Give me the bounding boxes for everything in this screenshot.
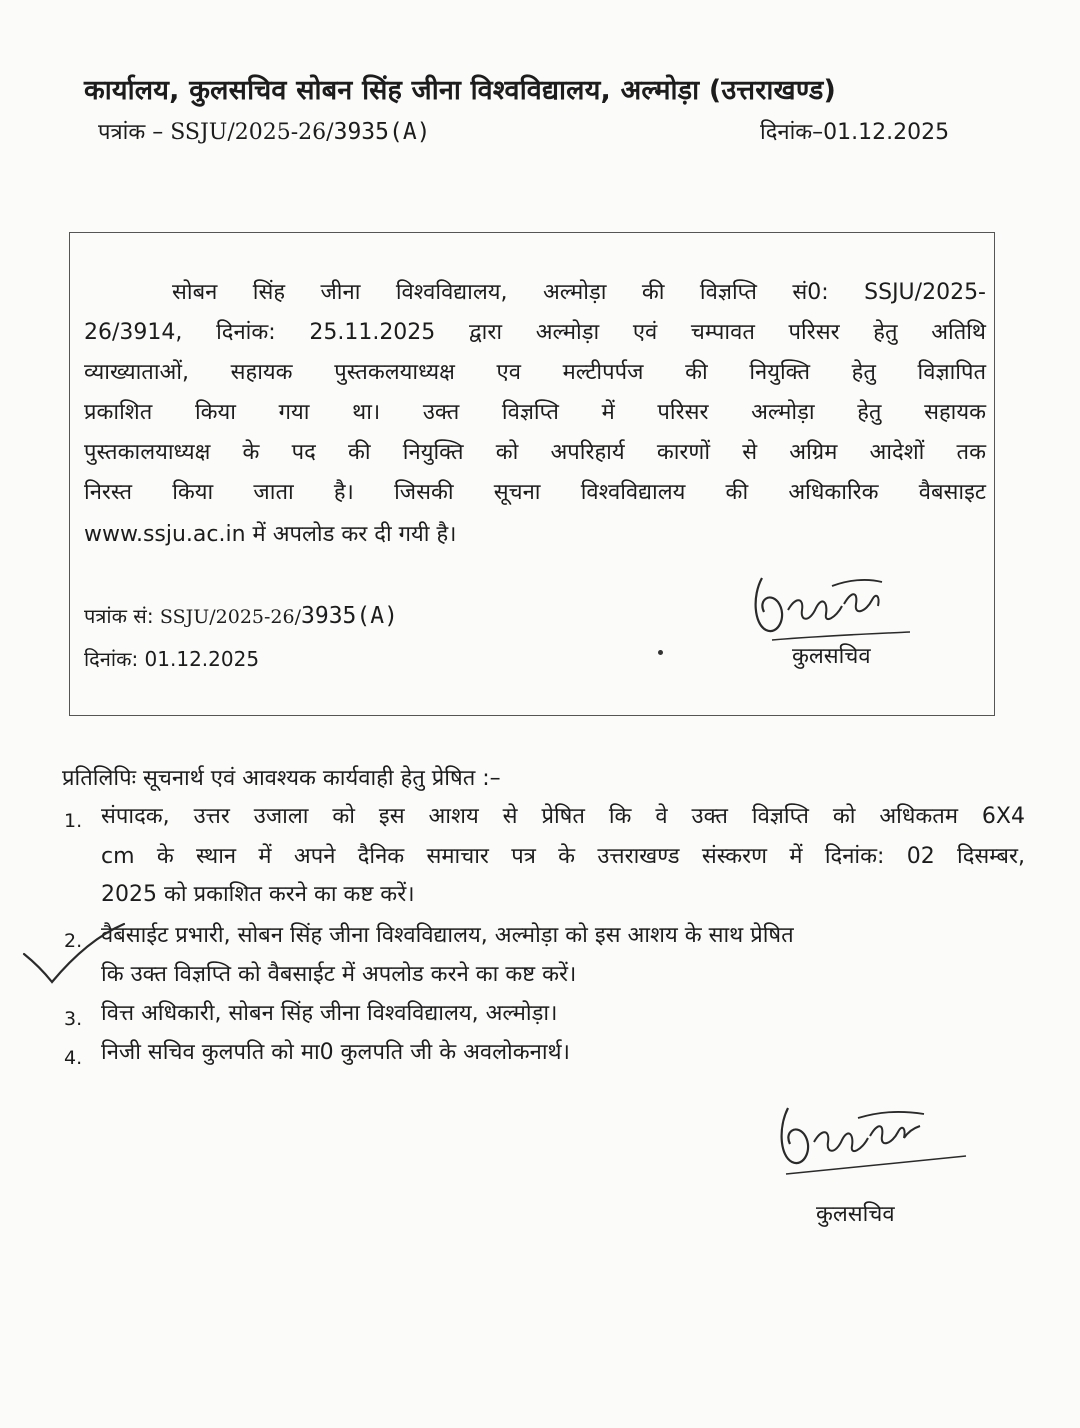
reference-number — [98, 116, 431, 146]
check-mark-icon — [20, 918, 130, 988]
issue-date: दिनांक–01.12.2025 — [760, 120, 950, 145]
copy-item-1-line-3: 2025 को प्रकाशित करने का कष्ट करें। — [101, 882, 415, 907]
notice-line-4: प्रकाशित किया गया था। उक्त विज्ञप्ति में परिसर अल्मोड़ा हेतु सहायक — [84, 400, 986, 425]
notice-line-3: व्याख्याताओं, सहायक पुस्तकलयाध्यक्ष एव मल्टीपर्पज की नियुक्ति हेतु विज्ञापित — [84, 360, 986, 385]
notice-date: दिनांक: 01.12.2025 — [84, 647, 260, 671]
notice-line-5: पुस्तकालयाध्यक्ष के पद की नियुक्ति को अपरिहार्य कारणों से अग्रिम आदेशों तक — [84, 440, 986, 465]
notice-line-6: निरस्त किया जाता है। जिसकी सूचना विश्वविद्यालय की अधिकारिक वैबसाइट — [84, 480, 986, 505]
copy-to-heading: प्रतिलिपिः सूचनार्थ एवं आवश्यक कार्यवाही हेतु प्रेषित :– — [62, 766, 501, 791]
copy-item-2-line-1: वैबसाईट प्रभारी, सोबन सिंह जीना विश्वविद्यालय, अल्मोड़ा को इस आशय के साथ प्रेषित — [101, 923, 794, 948]
notice-line-2: 26/3914, दिनांक: 25.11.2025 द्वारा अल्मोड़ा एवं चम्पावत परिसर हेतु अतिथि — [84, 320, 986, 345]
copy-item-3-number: 3. — [64, 1008, 83, 1030]
copy-item-2-line-2: कि उक्त विज्ञप्ति को वैबसाईट में अपलोड करने का कष्ट करें। — [101, 962, 577, 987]
reference-handwritten-number: 3935(A) — [333, 119, 431, 145]
notice-reference-code: SSJU/2025-26/ — [159, 606, 302, 628]
ink-dot — [658, 650, 663, 655]
copy-item-1-number: 1. — [64, 810, 83, 832]
notice-line-1: सोबन सिंह जीना विश्वविद्यालय, अल्मोड़ा की विज्ञप्ति सं0: SSJU/2025- — [172, 280, 986, 305]
copy-item-4-number: 4. — [64, 1047, 83, 1069]
copies-signatory: कुलसचिव — [816, 1202, 895, 1227]
reference-code: SSJU/2025-26/ — [170, 120, 334, 145]
copy-item-3-line-1: वित्त अधिकारी, सोबन सिंह जीना विश्वविद्यालय, अल्मोड़ा। — [101, 1001, 558, 1026]
notice-line-7: www.ssju.ac.in में अपलोड कर दी गयी है। — [84, 522, 457, 547]
notice-reference-label: पत्रांक सं: — [84, 604, 160, 628]
copy-item-1-line-2: cm के स्थान में अपने दैनिक समाचार पत्र के उत्तराखण्ड संस्करण में दिनांक: 02 दिसम्बर, — [101, 844, 1025, 869]
reference-label: पत्रांक – — [98, 120, 171, 145]
registrar-signature-bottom — [774, 1098, 974, 1188]
copy-item-1-line-1: संपादक, उत्तर उजाला को इस आशय से प्रेषित कि वे उक्त विज्ञप्ति को अधिकतम 6X4 — [101, 804, 1025, 829]
office-heading: कार्यालय, कुलसचिव सोबन सिंह जीना विश्वविद्यालय, अल्मोड़ा (उत्तराखण्ड) — [84, 75, 837, 106]
notice-reference-handwritten-number: 3935(A) — [301, 603, 398, 629]
notice-signatory: कुलसचिव — [792, 644, 871, 669]
notice-reference — [84, 602, 398, 629]
copy-item-2-number: 2. — [64, 930, 83, 952]
copy-item-4-line-1: निजी सचिव कुलपति को मा0 कुलपति जी के अवलोकनार्थ। — [101, 1040, 570, 1065]
